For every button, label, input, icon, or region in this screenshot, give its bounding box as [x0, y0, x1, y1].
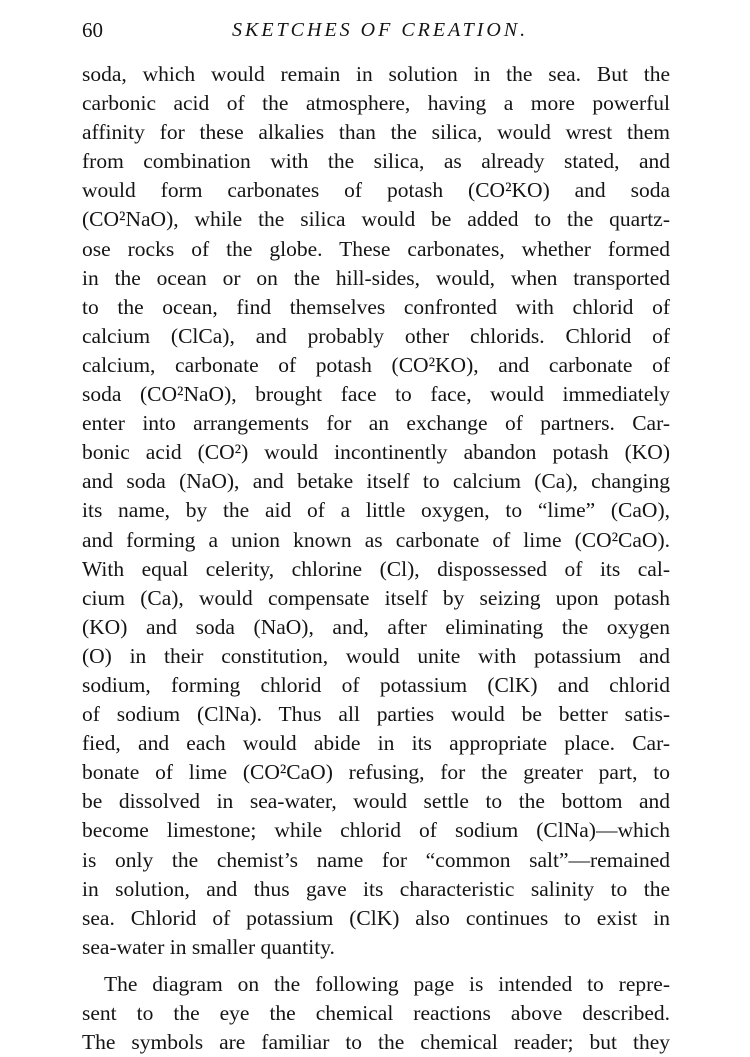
body-text: [82, 60, 670, 1057]
text-line: in the ocean or on the hill-sides, would, when transported: [82, 265, 670, 290]
text-line: (O) in their constitution, would unite with potassium and: [82, 643, 670, 668]
text-line: With equal celerity, chlorine (Cl), dispossessed of its cal-: [82, 556, 670, 581]
text-line: bonic acid (CO²) would incontinently abandon potash (KO): [82, 440, 670, 465]
running-head: [82, 12, 670, 46]
text-line: to the ocean, find themselves confronted with chlorid of: [82, 294, 670, 319]
text-line: become limestone; while chlorid of sodium (ClNa)—which: [82, 818, 670, 843]
text-line: cium (Ca), would compensate itself by seizing upon potash: [82, 585, 670, 610]
text-line: carbonic acid of the atmosphere, having a more powerful: [82, 91, 670, 116]
text-line: would form carbonates of potash (CO²KO) and soda: [82, 178, 670, 203]
text-line: (CO²NaO), while the silica would be added to the quartz-: [82, 207, 670, 232]
text-line: sea-water in smaller quantity.: [82, 934, 335, 959]
paragraph-2: [82, 970, 670, 1057]
text-line: sodium, forming chlorid of potassium (ClK) and chlorid: [82, 672, 670, 697]
text-line: from combination with the silica, as already stated, and: [82, 149, 670, 174]
text-line: its name, by the aid of a little oxygen, to “lime” (CaO),: [82, 498, 670, 523]
text-line: in solution, and thus gave its characteristic salinity to the: [82, 876, 670, 901]
text-line: is only the chemist’s name for “common salt”—remained: [82, 847, 670, 872]
text-line: calcium (ClCa), and probably other chlorids. Chlorid of: [82, 323, 670, 348]
text-line: calcium, carbonate of potash (CO²KO), and carbonate of: [82, 352, 670, 377]
paragraph-1: [82, 60, 670, 962]
running-title: SKETCHES OF CREATION.: [232, 19, 529, 41]
text-line: be dissolved in sea-water, would settle to the bottom and: [82, 789, 670, 814]
text-line: affinity for these alkalies than the silica, would wrest them: [82, 120, 670, 145]
text-line: enter into arrangements for an exchange of partners. Car-: [82, 411, 670, 436]
text-line: The symbols are familiar to the chemical reader; but they: [82, 1030, 670, 1055]
text-line: soda, which would remain in solution in the sea. But the: [82, 62, 670, 86]
paragraph-gap: [82, 962, 670, 970]
text-line: bonate of lime (CO²CaO) refusing, for the greater part, to: [82, 760, 670, 785]
text-line: and forming a union known as carbonate of lime (CO²CaO).: [82, 527, 670, 552]
text-line: and soda (NaO), and betake itself to calcium (Ca), changing: [82, 469, 670, 494]
text-line: ose rocks of the globe. These carbonates, whether formed: [82, 236, 670, 261]
text-line: sent to the eye the chemical reactions above described.: [82, 1001, 670, 1025]
text-line: fied, and each would abide in its appropriate place. Car-: [82, 731, 670, 756]
page-number: 60: [82, 18, 103, 42]
text-line: (KO) and soda (NaO), and, after eliminating the oxygen: [82, 614, 670, 639]
text-line: of sodium (ClNa). Thus all parties would be better satis-: [82, 702, 670, 727]
text-line: sea. Chlorid of potassium (ClK) also continues to exist in: [82, 905, 670, 930]
text-line: soda (CO²NaO), brought face to face, would immediately: [82, 382, 670, 407]
text-line: The diagram on the following page is intended to repre-: [104, 971, 670, 996]
